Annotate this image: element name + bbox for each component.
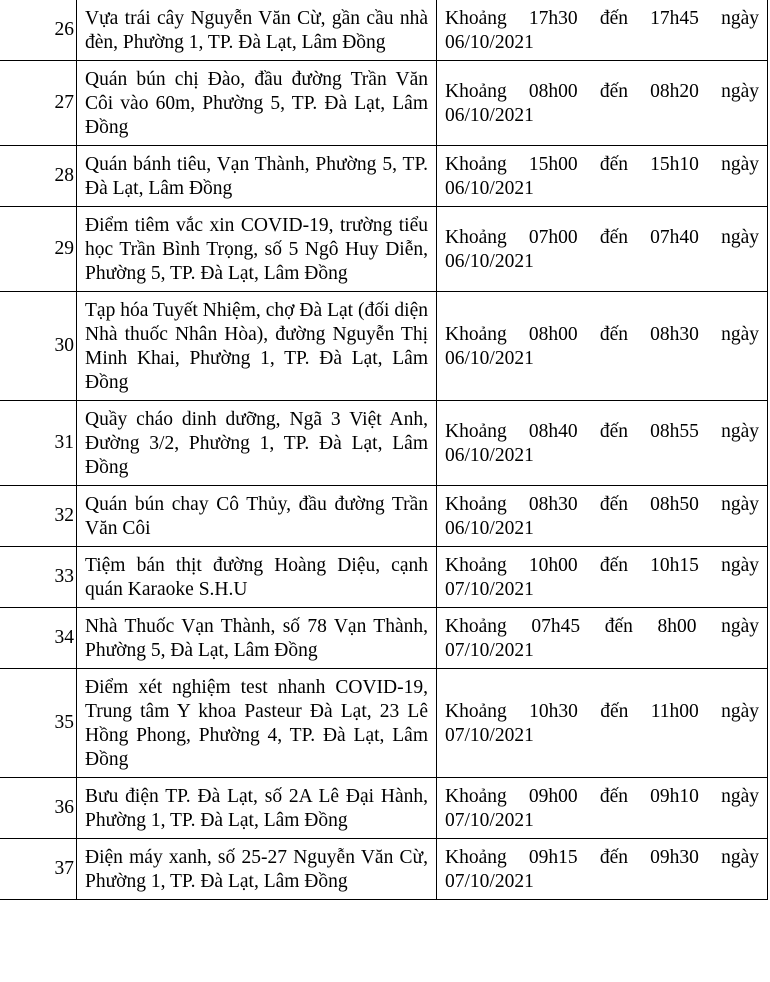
time-to-word: đến [599, 81, 628, 102]
time-cell [437, 0, 768, 61]
row-number: 31 [0, 401, 77, 486]
table-row [0, 207, 768, 292]
time-from: 07h00 [528, 227, 578, 248]
time-from: 17h30 [528, 8, 578, 29]
time-cell [437, 207, 768, 292]
time-to: 08h20 [650, 81, 699, 102]
time-prefix: Khoảng [445, 786, 507, 807]
time-to: 15h10 [650, 154, 699, 175]
time-to: 08h50 [650, 494, 699, 515]
row-number: 33 [0, 547, 77, 608]
time-from: 08h40 [528, 421, 578, 442]
time-date: 06/10/2021 [445, 445, 534, 466]
row-number: 30 [0, 292, 77, 401]
row-number: 26 [0, 0, 77, 61]
time-to-word: đến [599, 847, 628, 868]
time-cell [437, 486, 768, 547]
time-range [445, 615, 759, 639]
time-from: 08h00 [528, 324, 578, 345]
time-range [445, 80, 759, 104]
time-day-word: ngày [721, 555, 759, 576]
row-number: 34 [0, 608, 77, 669]
table-row [0, 292, 768, 401]
time-cell [437, 292, 768, 401]
location-cell: Tiệm bán thịt đường Hoàng Diệu, cạnh quán Karaoke S.H.U [77, 547, 437, 608]
table-row [0, 839, 768, 900]
time-day-word: ngày [721, 324, 759, 345]
time-to-word: đến [599, 555, 628, 576]
time-cell [437, 839, 768, 900]
time-to: 09h10 [650, 786, 699, 807]
location-cell: Quầy cháo dinh dưỡng, Ngã 3 Việt Anh, Đường 3/2, Phường 1, TP. Đà Lạt, Lâm Đồng [77, 401, 437, 486]
location-cell: Quán bánh tiêu, Vạn Thành, Phường 5, TP. Đà Lạt, Lâm Đồng [77, 146, 437, 207]
location-cell: Điểm xét nghiệm test nhanh COVID-19, Trung tâm Y khoa Pasteur Đà Lạt, 23 Lê Hồng Phong, Phường 4, TP. Đà Lạt, Lâm Đồng [77, 669, 437, 778]
row-number: 35 [0, 669, 77, 778]
time-prefix: Khoảng [445, 847, 507, 868]
time-to-word: đến [599, 421, 628, 442]
time-day-word: ngày [721, 847, 759, 868]
time-to: 8h00 [657, 616, 697, 637]
row-number: 36 [0, 778, 77, 839]
time-to-word: đến [599, 494, 628, 515]
table-row [0, 608, 768, 669]
time-date: 06/10/2021 [445, 32, 534, 53]
time-to: 11h00 [650, 701, 699, 722]
time-day-word: ngày [721, 786, 759, 807]
time-from: 08h00 [528, 81, 578, 102]
time-prefix: Khoảng [445, 421, 507, 442]
row-number: 37 [0, 839, 77, 900]
time-cell [437, 401, 768, 486]
time-range [445, 7, 759, 31]
location-cell: Nhà Thuốc Vạn Thành, số 78 Vạn Thành, Phường 5, Đà Lạt, Lâm Đồng [77, 608, 437, 669]
time-to: 10h15 [650, 555, 699, 576]
time-day-word: ngày [721, 616, 759, 637]
location-cell: Bưu điện TP. Đà Lạt, số 2A Lê Đại Hành, Phường 1, TP. Đà Lạt, Lâm Đồng [77, 778, 437, 839]
time-date: 07/10/2021 [445, 640, 534, 661]
time-to-word: đến [604, 616, 633, 637]
time-prefix: Khoảng [445, 81, 507, 102]
time-cell [437, 547, 768, 608]
row-number: 27 [0, 61, 77, 146]
time-prefix: Khoảng [445, 494, 507, 515]
time-range [445, 493, 759, 517]
time-from: 10h00 [528, 555, 578, 576]
location-cell: Điện máy xanh, số 25-27 Nguyễn Văn Cừ, Phường 1, TP. Đà Lạt, Lâm Đồng [77, 839, 437, 900]
row-number: 29 [0, 207, 77, 292]
time-date: 07/10/2021 [445, 725, 534, 746]
time-date: 07/10/2021 [445, 871, 534, 892]
time-date: 07/10/2021 [445, 810, 534, 831]
time-date: 06/10/2021 [445, 518, 534, 539]
location-cell: Điểm tiêm vắc xin COVID-19, trường tiểu học Trần Bình Trọng, số 5 Ngô Huy Diễn, Phường 5, TP. Đà Lạt, Lâm Đồng [77, 207, 437, 292]
row-number: 32 [0, 486, 77, 547]
table-row [0, 778, 768, 839]
table-row [0, 0, 768, 61]
time-from: 09h00 [528, 786, 578, 807]
time-cell [437, 669, 768, 778]
time-to: 07h40 [650, 227, 699, 248]
time-day-word: ngày [721, 8, 759, 29]
time-from: 09h15 [528, 847, 578, 868]
time-to-word: đến [599, 227, 628, 248]
time-date: 06/10/2021 [445, 348, 534, 369]
time-day-word: ngày [721, 421, 759, 442]
table-row [0, 547, 768, 608]
table-row [0, 486, 768, 547]
time-day-word: ngày [721, 154, 759, 175]
time-from: 08h30 [528, 494, 578, 515]
row-number: 28 [0, 146, 77, 207]
location-cell: Quán bún chay Cô Thủy, đầu đường Trần Văn Côi [77, 486, 437, 547]
time-day-word: ngày [721, 227, 759, 248]
time-prefix: Khoảng [445, 616, 507, 637]
time-from: 10h30 [529, 701, 578, 722]
table-row [0, 669, 768, 778]
time-to: 09h30 [650, 847, 699, 868]
time-range [445, 785, 759, 809]
time-to-word: đến [600, 701, 629, 722]
time-range [445, 420, 759, 444]
time-day-word: ngày [721, 494, 759, 515]
time-cell [437, 61, 768, 146]
time-range [445, 846, 759, 870]
time-day-word: ngày [721, 81, 759, 102]
location-cell: Vựa trái cây Nguyễn Văn Cừ, gần cầu nhà đèn, Phường 1, TP. Đà Lạt, Lâm Đồng [77, 0, 437, 61]
time-day-word: ngày [721, 701, 759, 722]
time-date: 06/10/2021 [445, 105, 534, 126]
time-from: 07h45 [531, 616, 581, 637]
time-range [445, 153, 759, 177]
time-date: 06/10/2021 [445, 178, 534, 199]
time-to-word: đến [599, 324, 628, 345]
time-to-word: đến [599, 786, 628, 807]
time-from: 15h00 [528, 154, 578, 175]
time-to-word: đến [599, 154, 628, 175]
time-prefix: Khoảng [445, 324, 507, 345]
time-prefix: Khoảng [445, 154, 507, 175]
time-range [445, 226, 759, 250]
time-cell [437, 146, 768, 207]
time-date: 07/10/2021 [445, 579, 534, 600]
time-to: 17h45 [650, 8, 699, 29]
time-range [445, 554, 759, 578]
time-range [445, 700, 759, 724]
time-range [445, 323, 759, 347]
time-to-word: đến [599, 8, 628, 29]
table-row [0, 401, 768, 486]
location-cell: Quán bún chị Đào, đầu đường Trần Văn Côi vào 60m, Phường 5, TP. Đà Lạt, Lâm Đồng [77, 61, 437, 146]
time-prefix: Khoảng [445, 8, 507, 29]
table-row [0, 146, 768, 207]
time-to: 08h30 [650, 324, 699, 345]
time-prefix: Khoảng [445, 555, 507, 576]
time-cell [437, 608, 768, 669]
time-prefix: Khoảng [445, 701, 507, 722]
time-to: 08h55 [650, 421, 699, 442]
time-prefix: Khoảng [445, 227, 507, 248]
location-cell: Tạp hóa Tuyết Nhiệm, chợ Đà Lạt (đối diện Nhà thuốc Nhân Hòa), đường Nguyễn Thị Minh Khai, Phường 1, TP. Đà Lạt, Lâm Đồng [77, 292, 437, 401]
time-cell [437, 778, 768, 839]
table-row [0, 61, 768, 146]
time-date: 06/10/2021 [445, 251, 534, 272]
